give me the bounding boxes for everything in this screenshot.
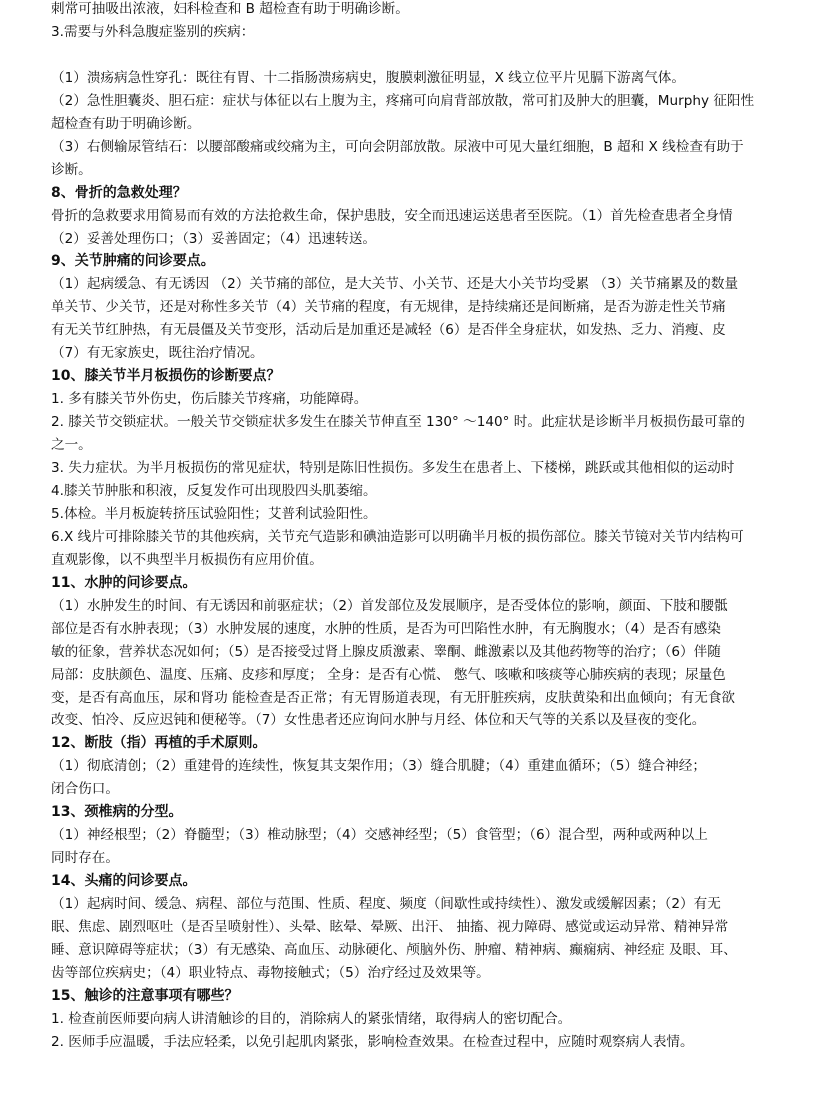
text-line: （7）有无家族史，既往治疗情况。: [51, 345, 264, 362]
text-line: 1. 检查前医师要向病人讲清触诊的目的，消除病人的紧张情绪，取得病人的密切配合。: [51, 1010, 572, 1027]
text-line: 6.X 线片可排除膝关节的其他疾病，关节充气造影和碘油造影可以明确半月板的损伤部位。膝关节镜对关节内结构可: [51, 528, 744, 545]
text-line: 睡、意识障碍等症状；（3）有无感染、高血压、动脉硬化、颅脑外伤、肿瘤、精神病、癫痫病、神经症 及眼、耳、: [51, 941, 737, 958]
text-line: （1）彻底清创；（2）重建骨的连续性，恢复其支架作用；（3）缝合肌腱；（4）重建血循环；（5）缝合神经；: [51, 758, 706, 775]
text-line: 3.需要与外科急腹症鉴别的疾病：: [51, 23, 255, 40]
text-line: 闭合伤口。: [51, 781, 119, 798]
section-heading: 14、头痛的问诊要点。: [51, 873, 197, 890]
text-line: （2）急性胆囊炎、胆石症：症状与体征以右上腹为主，疼痛可向肩背部放散，常可扪及肿大的胆囊，Murphy 征阳性: [51, 92, 755, 109]
text-line: [51, 44, 828, 66]
section-heading: 12、断肢（指）再植的手术原则。: [51, 735, 267, 752]
text-line: 齿等部位疾病史；（4）职业特点、毒物接触式；（5）治疗经过及效果等。: [51, 964, 490, 981]
text-line: 改变、怕冷、反应迟钝和便秘等。（7）女性患者还应询问水肿与月经、体位和天气等的关系以及昼夜的变化。: [51, 712, 706, 729]
text-line: 有无关节红肿热，有无晨僵及关节变形，活动后是加重还是减轻（6）是否伴全身症状，如发热、乏力、消瘦、皮: [51, 322, 726, 339]
text-line: 2. 膝关节交锁症状。一般关节交锁症状多发生在膝关节伸直至 130° ～140° 时。此症状是诊断半月板损伤最可靠的: [51, 414, 745, 431]
text-line: 直观影像，以不典型半月板损伤有应用价值。: [51, 551, 323, 568]
text-line: （1）水肿发生的时间、有无诱因和前驱症状；（2）首发部位及发展顺序，是否受体位的影响，颜面、下肢和腰骶: [51, 597, 728, 614]
text-line: （3）右侧输尿管结石：以腰部酸痛或绞痛为主，可向会阴部放散。尿液中可见大量红细胞，B 超和 X 线检查有助于: [51, 138, 744, 155]
text-line: 同时存在。: [51, 850, 119, 867]
text-line: 诊断。: [51, 161, 92, 178]
text-line: 刺常可抽吸出浓液，妇科检查和 B 超检查有助于明确诊断。: [51, 1, 409, 17]
text-line: （2）妥善处理伤口；（3）妥善固定；（4）迅速转送。: [51, 230, 377, 247]
text-line: 3. 失力症状。为半月板损伤的常见症状，特别是陈旧性损伤。多发生在患者上、下楼梯，跳跃或其他相似的运动时: [51, 460, 735, 476]
section-heading: 10、膝关节半月板损伤的诊断要点？: [51, 368, 281, 385]
section-heading: 11、水肿的问诊要点。: [51, 574, 197, 591]
text-line: 眠、焦虑、剧烈呕吐（是否呈喷射性）、头晕、眩晕、晕厥、出汗、 抽搐、视力障碍、感觉或运动异常、精神异常: [51, 919, 729, 935]
text-line: 2. 医师手应温暖，手法应轻柔，以免引起肌肉紧张，影响检查效果。在检查过程中，应随时观察病人表情。: [51, 1033, 694, 1050]
text-line: 骨折的急救要求用简易而有效的方法抢救生命，保护患肢，安全而迅速运送患者至医院。（1）首先检查患者全身情: [51, 207, 733, 224]
text-line: （1）神经根型；（2）脊髓型；（3）椎动脉型；（4）交感神经型；（5）食管型；（6）混合型，两种或两种以上: [51, 827, 708, 844]
text-line: 部位是否有水肿表现；（3）水肿发展的速度，水肿的性质，是否为可凹陷性水肿，有无胸腹水；（4）是否有感染: [51, 620, 721, 637]
text-line: （1）溃疡病急性穿孔：既往有胃、十二指肠溃疡病史，腹膜刺激征明显，X 线立位平片见膈下游离气体。: [51, 69, 685, 86]
text-line: 1. 多有膝关节外伤史，伤后膝关节疼痛，功能障碍。: [51, 391, 368, 408]
text-line: （1）起病缓急、有无诱因 （2）关节痛的部位，是大关节、小关节、还是大小关节均受累 （3）关节痛累及的数量: [51, 276, 739, 293]
section-heading: 9、关节肿痛的问诊要点。: [51, 253, 215, 270]
text-line: 局部：皮肤颜色、温度、压痛、皮疹和厚度； 全身：是否有心慌、 憋气、咳嗽和咳痰等心肺疾病的表现；尿量色: [51, 666, 726, 683]
text-line: 敏的征象，营养状态况如何；（5）是否接受过肾上腺皮质激素、睾酮、雌激素以及其他药物等的治疗；（6）伴随: [51, 643, 721, 660]
section-heading: 15、触诊的注意事项有哪些？: [51, 987, 239, 1004]
section-heading: 13、颈椎病的分型。: [51, 804, 183, 821]
text-line: 超检查有助于明确诊断。: [51, 115, 201, 132]
text-line: 之一。: [51, 437, 92, 454]
text-line: （1）起病时间、缓急、病程、部位与范围、性质、程度、频度（间歇性或持续性）、激发或缓解因素；（2）有无: [51, 896, 721, 913]
text-line: 单关节、少关节，还是对称性多关节（4）关节痛的程度，有无规律，是持续痛还是间断痛，是否为游走性关节痛: [51, 299, 726, 316]
text-line: 变，是否有高血压，尿和肾功 能检查是否正常；有无胃肠道表现，有无肝脏疾病，皮肤黄染和出血倾向；有无食欲: [51, 689, 736, 706]
text-line: 5.体检。半月板旋转挤压试验阳性；艾普利试验阳性。: [51, 505, 377, 522]
section-heading: 8、骨折的急救处理？: [51, 184, 187, 201]
text-line: 4.膝关节肿胀和积液，反复发作可出现股四头肌萎缩。: [51, 482, 377, 499]
